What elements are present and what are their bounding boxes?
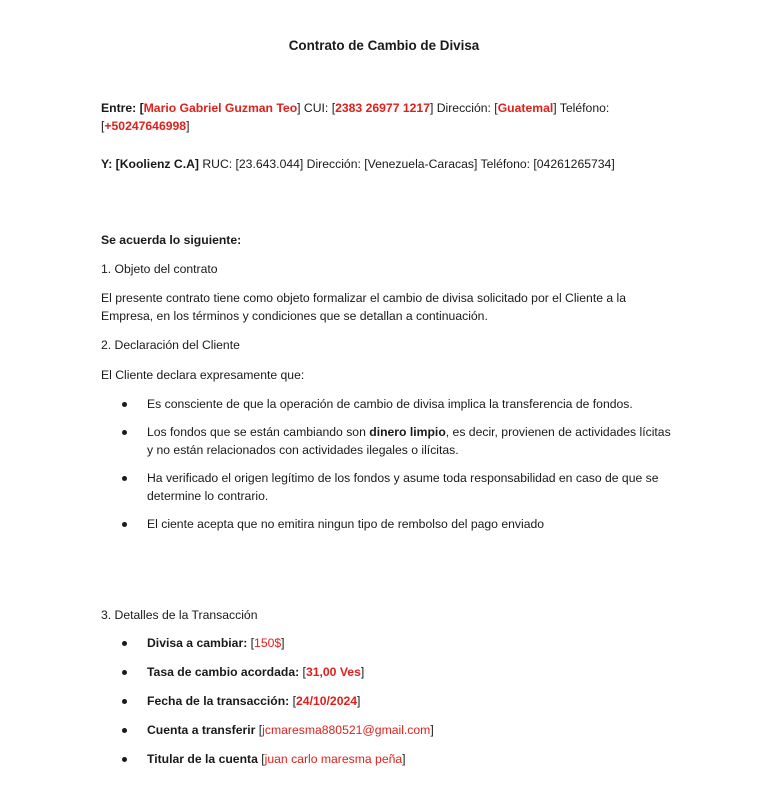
party1-phone: +50247646998 — [104, 119, 187, 133]
agreed-heading: Se acuerda lo siguiente: — [101, 233, 242, 247]
detail-value: 24/10/2024 — [296, 694, 358, 708]
detail-item-holder: Titular de la cuenta [juan carlo maresma peña] — [101, 750, 676, 768]
detail-value: 150$ — [254, 636, 282, 650]
declaration-text-pre: Los fondos que se están cambiando son — [147, 425, 370, 439]
party1-paragraph — [101, 99, 676, 135]
detail-item-rate: Tasa de cambio acordada: [31,00 Ves] — [101, 663, 676, 681]
bullet-icon — [122, 699, 127, 704]
declaration-text-post: , es decir, provienen de actividades lícitas y no están relacionados con actividades ilegales o ilícitas. — [147, 425, 671, 457]
declaration-item — [101, 469, 676, 505]
detail-label: Titular de la cuenta — [147, 752, 258, 766]
detail-item-date: Fecha de la transacción: [24/10/2024] — [101, 692, 676, 710]
bullet-icon — [122, 430, 127, 435]
detail-value: 31,00 Ves — [305, 665, 361, 679]
detail-label: Cuenta a transferir — [147, 723, 256, 737]
bullet-icon — [122, 757, 127, 762]
declaration-item — [101, 515, 676, 533]
declaration-text: Es consciente de que la operación de cambio de divisa implica la transferencia de fondos. — [147, 397, 633, 411]
party1-address: Guatemal — [497, 101, 554, 115]
party1-name: Mario Gabriel Guzman Teo — [143, 101, 298, 115]
party1-address-label: ] Dirección: [ — [429, 101, 498, 115]
bullet-icon — [122, 670, 127, 675]
party2-prefix: Y: [Koolienz C.A] — [101, 157, 199, 171]
party1-phone-open: [ — [101, 119, 105, 133]
declaration-text: El ciente acepta que no emitira ningun tipo de rembolso del pago enviado — [147, 517, 545, 531]
declaration-text-bold: dinero limpio — [369, 425, 446, 439]
section1-body: El presente contrato tiene como objeto formalizar el cambio de divisa solicitado por el Cliente a la Empresa, en los términos y condiciones que se detallan a continuación. — [101, 291, 627, 323]
detail-label: Divisa a cambiar: — [147, 636, 248, 650]
party1-cui-label: ] CUI: [ — [297, 101, 336, 115]
section1-heading: 1. Objeto del contrato — [101, 262, 218, 276]
bullet-icon — [122, 402, 127, 407]
declarations-list — [101, 395, 676, 533]
party1-phone-label: ] Teléfono: — [553, 101, 610, 115]
party2-paragraph — [101, 155, 676, 173]
document-title: Contrato de Cambio de Divisa — [288, 38, 480, 53]
bullet-icon — [122, 641, 127, 646]
bullet-icon — [122, 728, 127, 733]
section3-heading: 3. Detalles de la Transacción — [101, 608, 258, 622]
transaction-details-list — [101, 634, 676, 768]
declaration-item — [101, 423, 676, 459]
declaration-item — [101, 395, 676, 413]
declaration-text: Ha verificado el origen legítimo de los fondos y asume toda responsabilidad en caso de que se determine lo contrario. — [147, 471, 659, 503]
section2-heading: 2. Declaración del Cliente — [101, 338, 240, 352]
party1-cui: 2383 26977 1217 — [335, 101, 430, 115]
party1-prefix: Entre: [ — [101, 101, 144, 115]
party1-phone-close: ] — [186, 119, 190, 133]
bullet-icon — [122, 476, 127, 481]
detail-value: jcmaresma880521@gmail.com — [262, 723, 431, 737]
detail-item-account: Cuenta a transferir [jcmaresma880521@gmail.com] — [101, 721, 676, 739]
detail-label: Fecha de la transacción: — [147, 694, 290, 708]
bullet-icon — [122, 522, 127, 527]
section2-intro: El Cliente declara expresamente que: — [101, 368, 305, 382]
detail-value: juan carlo maresma peña — [264, 752, 403, 766]
party2-details: RUC: [23.643.044] Dirección: [Venezuela-Caracas] Teléfono: [04261265734] — [198, 157, 615, 171]
detail-item-currency: Divisa a cambiar: [150$] — [101, 634, 676, 652]
detail-label: Tasa de cambio acordada: — [147, 665, 300, 679]
